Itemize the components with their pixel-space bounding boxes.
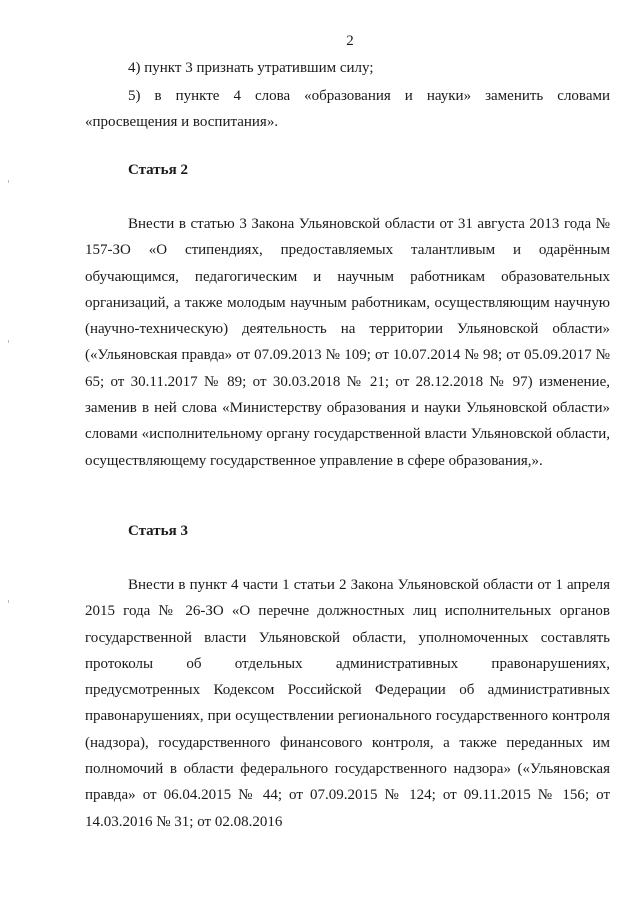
scan-artifact: [8, 340, 9, 343]
scan-artifact: [8, 180, 9, 183]
paragraph-item-5: 5) в пункте 4 слова «образования и науки» заменить словами «просвещения и воспитания».: [85, 88, 610, 131]
article-2-text: Внести в статью 3 Закона Ульяновской области от 31 августа 2013 года № 157-ЗО «О стипендиях, предоставляемых талантливым и одарённым обучающимся, педагогическим и научным работникам образовательных организаций, а также молодым научным работникам, осуществляющим научную (научно-техническую) деятельность на территории Ульяновской области» («Ульяновская правда» от 07.09.2013 № 109; от 10.07.2014 № 98; от 05.09.2017 № 65; от 30.11.2017 № 89; от 30.03.2018 № 21; от 28.12.2018 № 97) изменение, заменив в ней слова «Министерству образования и науки Ульяновской области» словами «исполнительному органу государственной власти Ульяновской области, осуществляющему государственное управление в сфере образования,».: [85, 216, 610, 469]
article-2-heading: Статья 2: [128, 162, 188, 178]
article-3-text: Внести в пункт 4 части 1 статьи 2 Закона Ульяновской области от 1 апреля 2015 года № 26-ЗО «О перечне должностных лиц исполнительных органов государственной власти Ульяновской области, уполномоченных составлять протоколы об отдельных административных правонарушениях, предусмотренных Кодексом Российской Федерации об административных правонарушениях, при осуществлении регионального государственного контроля (надзора), государственного финансового контроля, а также переданных им полномочий в области федерального государственного надзора» («Ульяновская правда» от 06.04.2015 № 44; от 07.09.2015 № 124; от 09.11.2015 № 156; от 14.03.2016 № 31; от 02.08.2016: [85, 577, 610, 830]
scan-artifact: [8, 600, 9, 603]
article-3-heading: Статья 3: [128, 523, 188, 539]
paragraph-item-4: 4) пункт 3 признать утратившим силу;: [128, 60, 374, 76]
page-number: 2: [346, 33, 354, 49]
